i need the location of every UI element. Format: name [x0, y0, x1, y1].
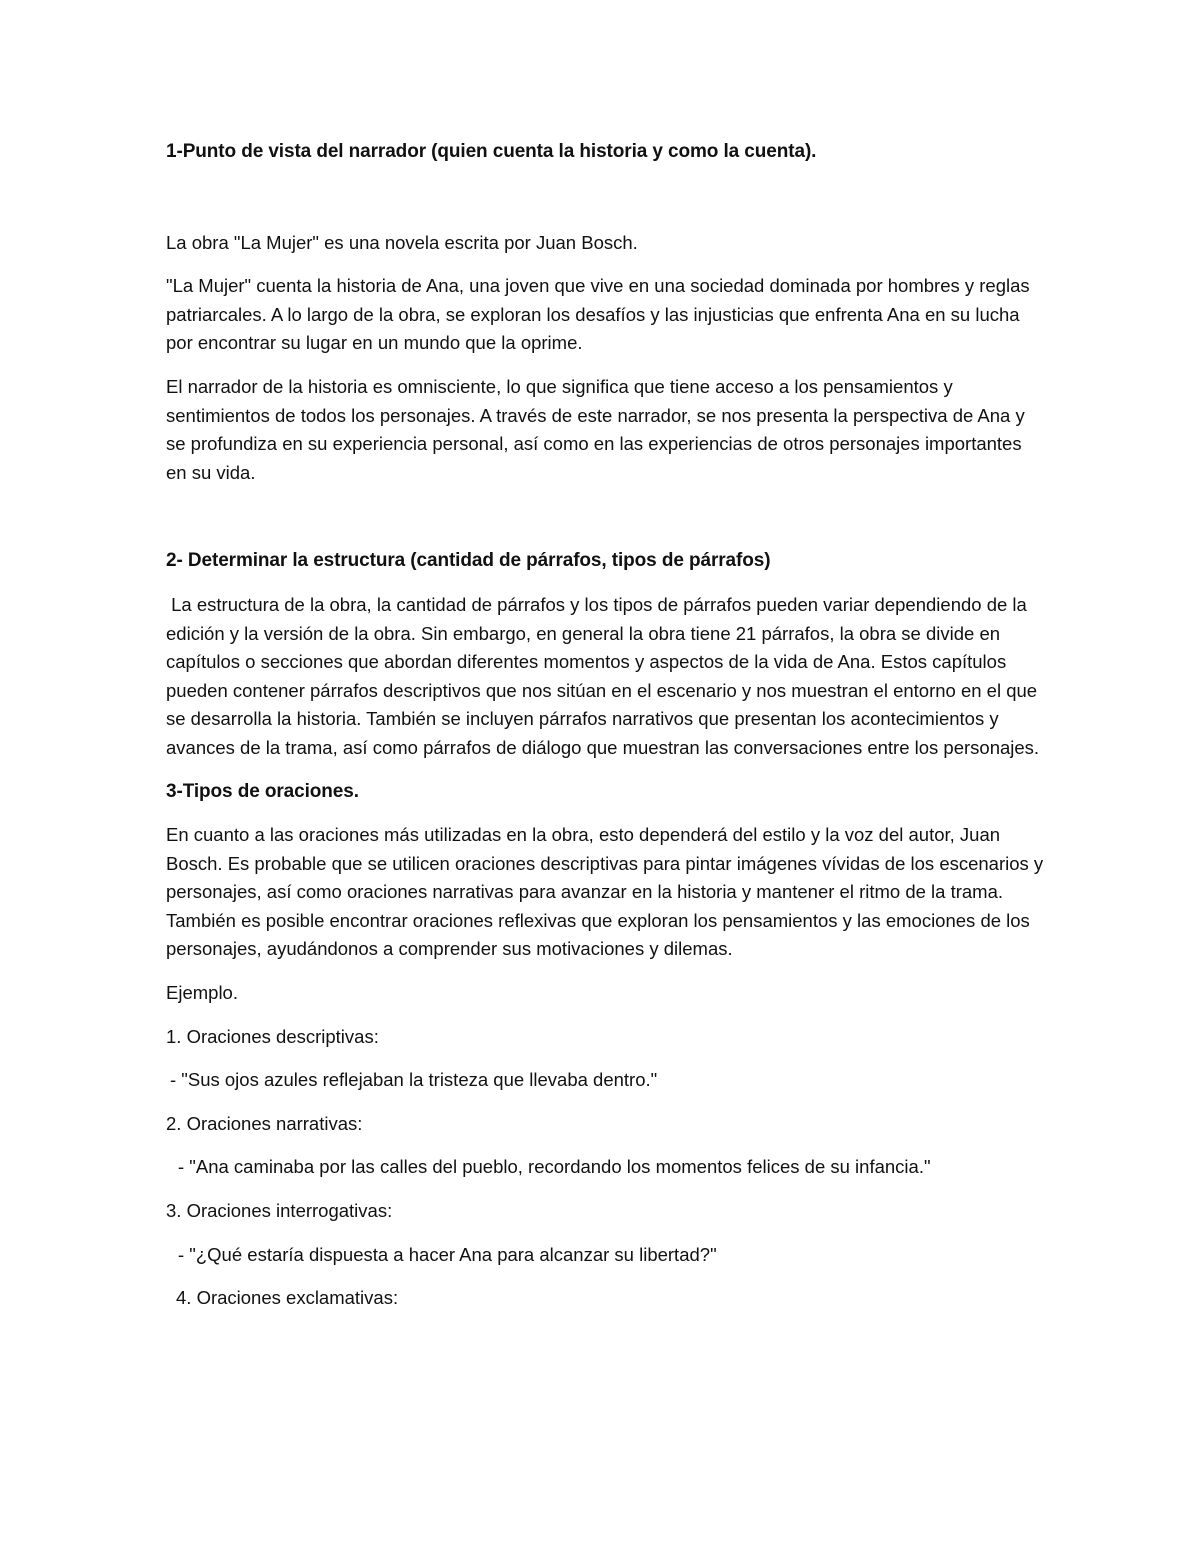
section-2-heading: 2- Determinar la estructura (cantidad de párrafos, tipos de párrafos)	[166, 550, 771, 572]
section-1-paragraph-2: "La Mujer" cuenta la historia de Ana, una joven que vive en una sociedad dominada por hombres y reglas patriarcales. A lo largo de la obra, se exploran los desafíos y las injusticias que enfrenta Ana en su lucha por encontrar su lugar en un mundo que la oprime.	[166, 275, 1030, 354]
section-3-heading: 3-Tipos de oraciones.	[166, 780, 359, 802]
example-3-label: 3. Oraciones interrogativas:	[166, 1200, 393, 1222]
section-1-paragraph-1: La obra "La Mujer" es una novela escrita por Juan Bosch.	[166, 231, 638, 253]
section-1-heading: 1-Punto de vista del narrador (quien cuenta la historia y como la cuenta).	[166, 141, 817, 162]
example-label: Ejemplo.	[166, 982, 238, 1004]
section-3-paragraph-1: En cuanto a las oraciones más utilizadas en la obra, esto dependerá del estilo y la voz del autor, Juan Bosch. Es probable que se utilicen oraciones descriptivas para pintar imágenes vívidas de los escenarios y personajes, así como oraciones narrativas para avanzar en la historia y mantener el ritmo de la trama. También es posible encontrar oraciones reflexivas que exploran los pensamientos y las emociones de los personajes, ayudándonos a comprender sus motivaciones y dilemas.	[166, 824, 1044, 960]
example-2-quote: - "Ana caminaba por las calles del pueblo, recordando los momentos felices de su infancia."	[178, 1156, 931, 1178]
section-2-paragraph-1: La estructura de la obra, la cantidad de párrafos y los tipos de párrafos pueden variar dependiendo de la edición y la versión de la obra. Sin embargo, en general la obra tiene 21 párrafos, la obra se divide en capítulos o secciones que abordan diferentes momentos y aspectos de la vida de Ana. Estos capítulos pueden contener párrafos descriptivos que nos sitúan en el escenario y nos muestran el entorno en el que se desarrolla la historia. También se incluyen párrafos narrativos que presentan los acontecimientos y avances de la trama, así como párrafos de diálogo que muestran las conversaciones entre los personajes.	[166, 593, 1043, 758]
example-4-label: 4. Oraciones exclamativas:	[176, 1287, 399, 1309]
example-1-label: 1. Oraciones descriptivas:	[166, 1025, 379, 1047]
example-3-quote: - "¿Qué estaría dispuesta a hacer Ana para alcanzar su libertad?"	[178, 1243, 717, 1265]
document-body	[166, 138, 1046, 1328]
example-2-label: 2. Oraciones narrativas:	[166, 1112, 363, 1134]
section-1-paragraph-3: El narrador de la historia es omnisciente, lo que significa que tiene acceso a los pensamientos y sentimientos de todos los personajes. A través de este narrador, se nos presenta la perspectiva de Ana y se profundiza en su experiencia personal, así como en las experiencias de otros personajes importantes en su vida.	[166, 375, 1025, 483]
example-1-quote: - "Sus ojos azules reflejaban la tristeza que llevaba dentro."	[170, 1069, 658, 1091]
